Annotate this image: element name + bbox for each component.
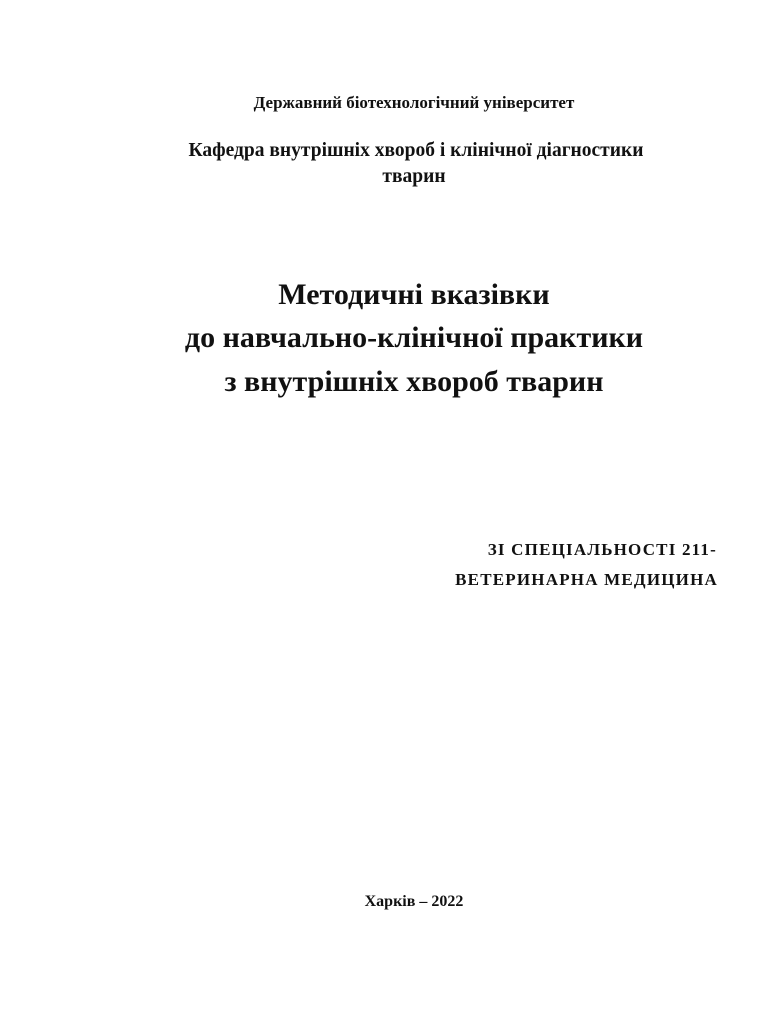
specialty-line-2: ВЕТЕРИНАРНА МЕДИЦИНА <box>455 570 718 589</box>
document-title-line-2: до навчально-клінічної практики <box>184 321 644 354</box>
department-name-continued: тварин <box>382 166 446 187</box>
department-name: Кафедра внутрішніх хвороб і клінічної діагностики <box>188 140 644 161</box>
document-title-line-1: Методичні вказівки <box>278 278 550 311</box>
city-and-year: Харків – 2022 <box>364 893 464 910</box>
document-title-line-3: з внутрішніх хвороб тварин <box>224 365 604 398</box>
university-name: Державний біотехнологічний університет <box>253 93 575 112</box>
specialty-line-1: ЗІ СПЕЦІАЛЬНОСТІ 211- <box>487 540 717 559</box>
